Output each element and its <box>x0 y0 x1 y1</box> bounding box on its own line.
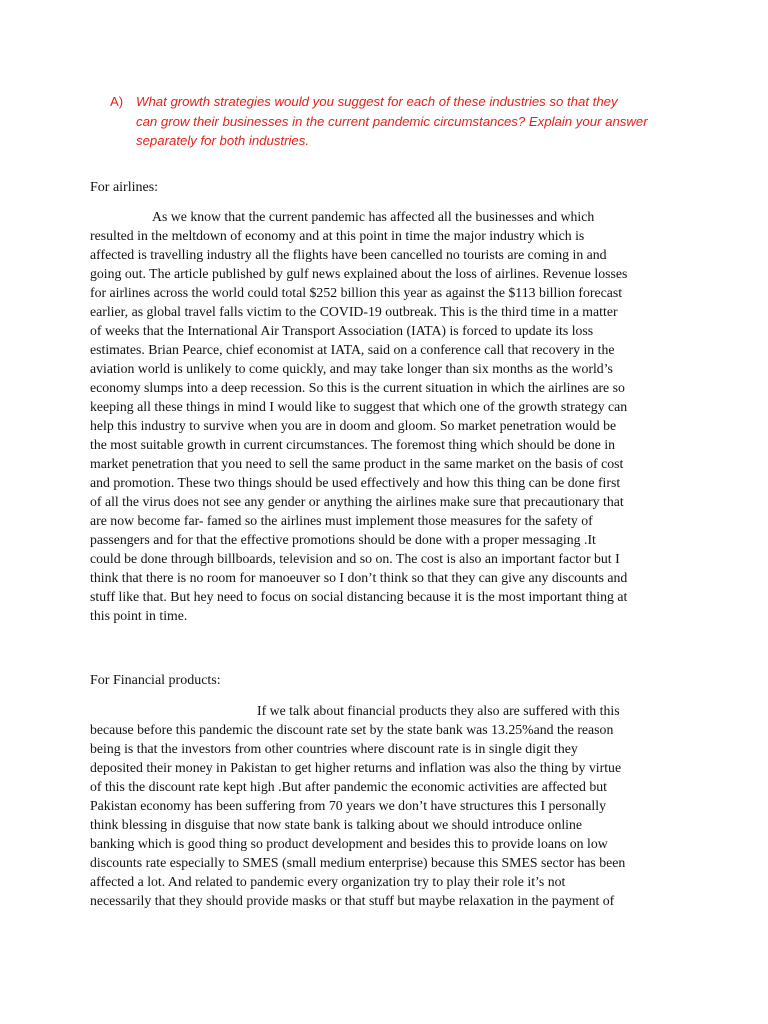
paragraph-line: affected is travelling industry all the flights have been cancelled no tourists are coming in and <box>90 247 607 262</box>
paragraph-line: As we know that the current pandemic has affected all the businesses and which <box>152 209 595 224</box>
paragraph-line: earlier, as global travel falls victim to the COVID-19 outbreak. This is the third time in a matter <box>90 304 618 319</box>
paragraph-line: going out. The article published by gulf news explained about the loss of airlines. Revenue losses <box>90 266 628 281</box>
paragraph-line: resulted in the meltdown of economy and at this point in time the major industry which is <box>90 228 585 243</box>
paragraph-line: passengers and for that the effective promotions should be done with a proper messaging .It <box>90 532 596 547</box>
question-text <box>136 92 680 151</box>
paragraph-line: market penetration that you need to sell the same product in the same market on the basis of cost <box>90 456 624 471</box>
paragraph-line: help this industry to survive when you are in doom and gloom. So market penetration would be <box>90 418 617 433</box>
paragraph-line: economy slumps into a deep recession. So this is the current situation in which the airlines are so <box>90 380 625 395</box>
paragraph-line: of all the virus does not see any gender or anything the airlines make sure that precautionary that <box>90 494 624 509</box>
paragraph-line: estimates. Brian Pearce, chief economist at IATA, said on a conference call that recovery in the <box>90 342 615 357</box>
paragraph-line: deposited their money in Pakistan to get higher returns and inflation was also the thing by virtue <box>90 760 622 775</box>
paragraph-line: necessarily that they should provide masks or that stuff but maybe relaxation in the payment of <box>90 893 615 908</box>
paragraph-line: and promotion. These two things should be used effectively and how this thing can be done first <box>90 475 621 490</box>
paragraph-line: think blessing in disguise that now state bank is talking about we should introduce online <box>90 817 583 832</box>
paragraph-line: of this the discount rate kept high .But after pandemic the economic activities are affected but <box>90 779 607 794</box>
section-heading-financial: For Financial products: <box>90 673 221 688</box>
paragraph-line: are now become far- famed so the airlines must implement those measures for the safety of <box>90 513 593 528</box>
paragraph-airlines <box>90 207 627 625</box>
paragraph-line: this point in time. <box>90 608 188 623</box>
paragraph-line: because before this pandemic the discount rate set by the state bank was 13.25%and the reason <box>90 722 614 737</box>
question-line: separately for both industries. <box>136 133 309 148</box>
paragraph-line: think that there is no room for manoeuver so I don’t think so that they can give any discounts and <box>90 570 628 585</box>
paragraph-line: discounts rate especially to SMES (small medium enterprise) because this SMES sector has been <box>90 855 626 870</box>
paragraph-line: affected a lot. And related to pandemic every organization try to play their role it’s not <box>90 874 566 889</box>
section-heading-airlines: For airlines: <box>90 180 159 195</box>
question-line: can grow their businesses in the current pandemic circumstances? Explain your answer <box>136 113 648 129</box>
paragraph-line: for airlines across the world could total $252 billion this year as against the $113 billion forecast <box>90 285 623 300</box>
question-label: A) <box>110 94 124 109</box>
paragraph-line: Pakistan economy has been suffering from 70 years we don’t have structures this I personally <box>90 798 606 813</box>
paragraph-line: being is that the investors from other countries where discount rate is in single digit they <box>90 741 578 756</box>
paragraph-line: could be done through billboards, television and so on. The cost is also an important factor but I <box>90 551 620 566</box>
paragraph-line: If we talk about financial products they also are suffered with this <box>257 703 620 718</box>
paragraph-financial <box>90 701 625 910</box>
paragraph-line: stuff like that. But hey need to focus on social distancing because it is the most important thing at <box>90 589 628 604</box>
paragraph-line: of weeks that the International Air Transport Association (IATA) is forced to update its loss <box>90 323 594 338</box>
question-line: What growth strategies would you suggest for each of these industries so that they <box>136 94 618 109</box>
paragraph-line: banking which is good thing so product development and besides this to provide loans on low <box>90 836 608 851</box>
question-block <box>110 92 680 151</box>
paragraph-line: aviation world is unlikely to come quickly, and may take longer than six months as the world’s <box>90 361 613 376</box>
paragraph-line: the most suitable growth in current circumstances. The foremost thing which should be done in <box>90 437 616 452</box>
paragraph-line: keeping all these things in mind I would like to suggest that which one of the growth strategy can <box>90 399 628 414</box>
